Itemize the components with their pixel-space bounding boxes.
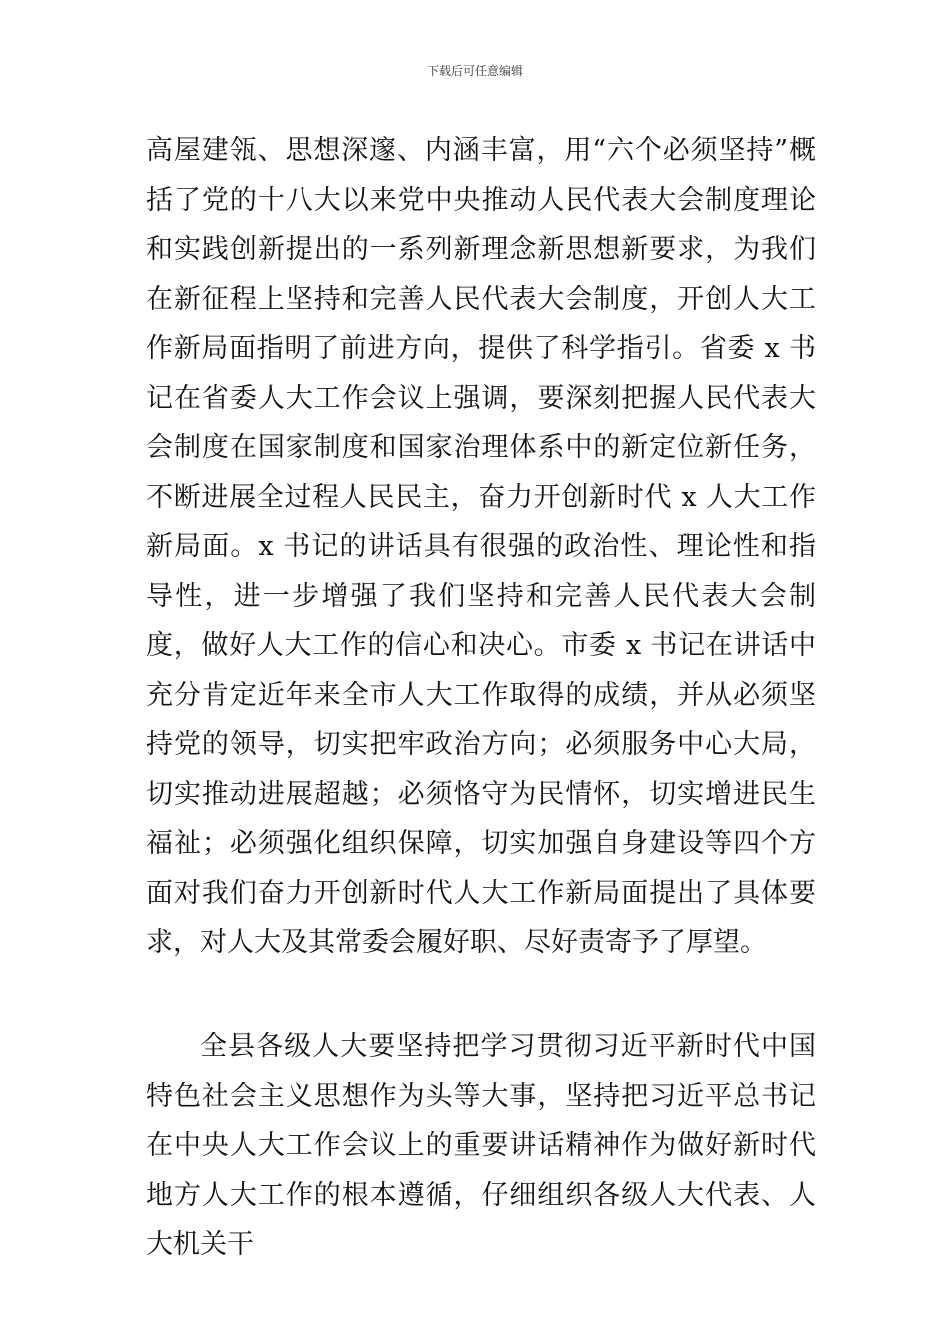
- page-header-note: 下载后可任意编辑: [426, 64, 523, 78]
- body-paragraph-1: 高屋建瓴、思想深邃、内涵丰富，用“六个必须坚持”概括了党的十八大以来党中央推动人民代表大会制度理论和实践创新提出的一系列新理念新思想新要求，为我们在新征程上坚持和完善人民代表大会制度，开创人大工作新局面指明了前进方向，提供了科学指引。省委 x 书记在省委人大工作会议上强调，要深刻把握人民代表大会制度在国家制度和国家治理体系中的新定位新任务，不断进展全过程人民民主，奋力开创新时代 x 人大工作新局面。x 书记的讲话具有很强的政治性、理论性和指导性，进一步增强了我们坚持和完善人民代表大会制度，做好人大工作的信心和决心。市委 x 书记在讲话中充分肯定近年来全市人大工作取得的成绩，并从必须坚持党的领导，切实把牢政治方向；必须服务中心大局，切实推动进展超越；必须恪守为民情怀，切实增进民生福祉；必须强化组织保障，切实加强自身建设等四个方面对我们奋力开创新时代人大工作新局面提出了具体要求，对人大及其常委会履好职、尽好责寄予了厚望。: [146, 135, 816, 958]
- body-paragraph-2: 全县各级人大要坚持把学习贯彻习近平新时代中国特色社会主义思想作为头等大事，坚持把习近平总书记在中央人大工作会议上的重要讲话精神作为做好新时代地方人大工作的根本遵循，仔细组织各级人大代表、人大机关干: [146, 1031, 816, 1260]
